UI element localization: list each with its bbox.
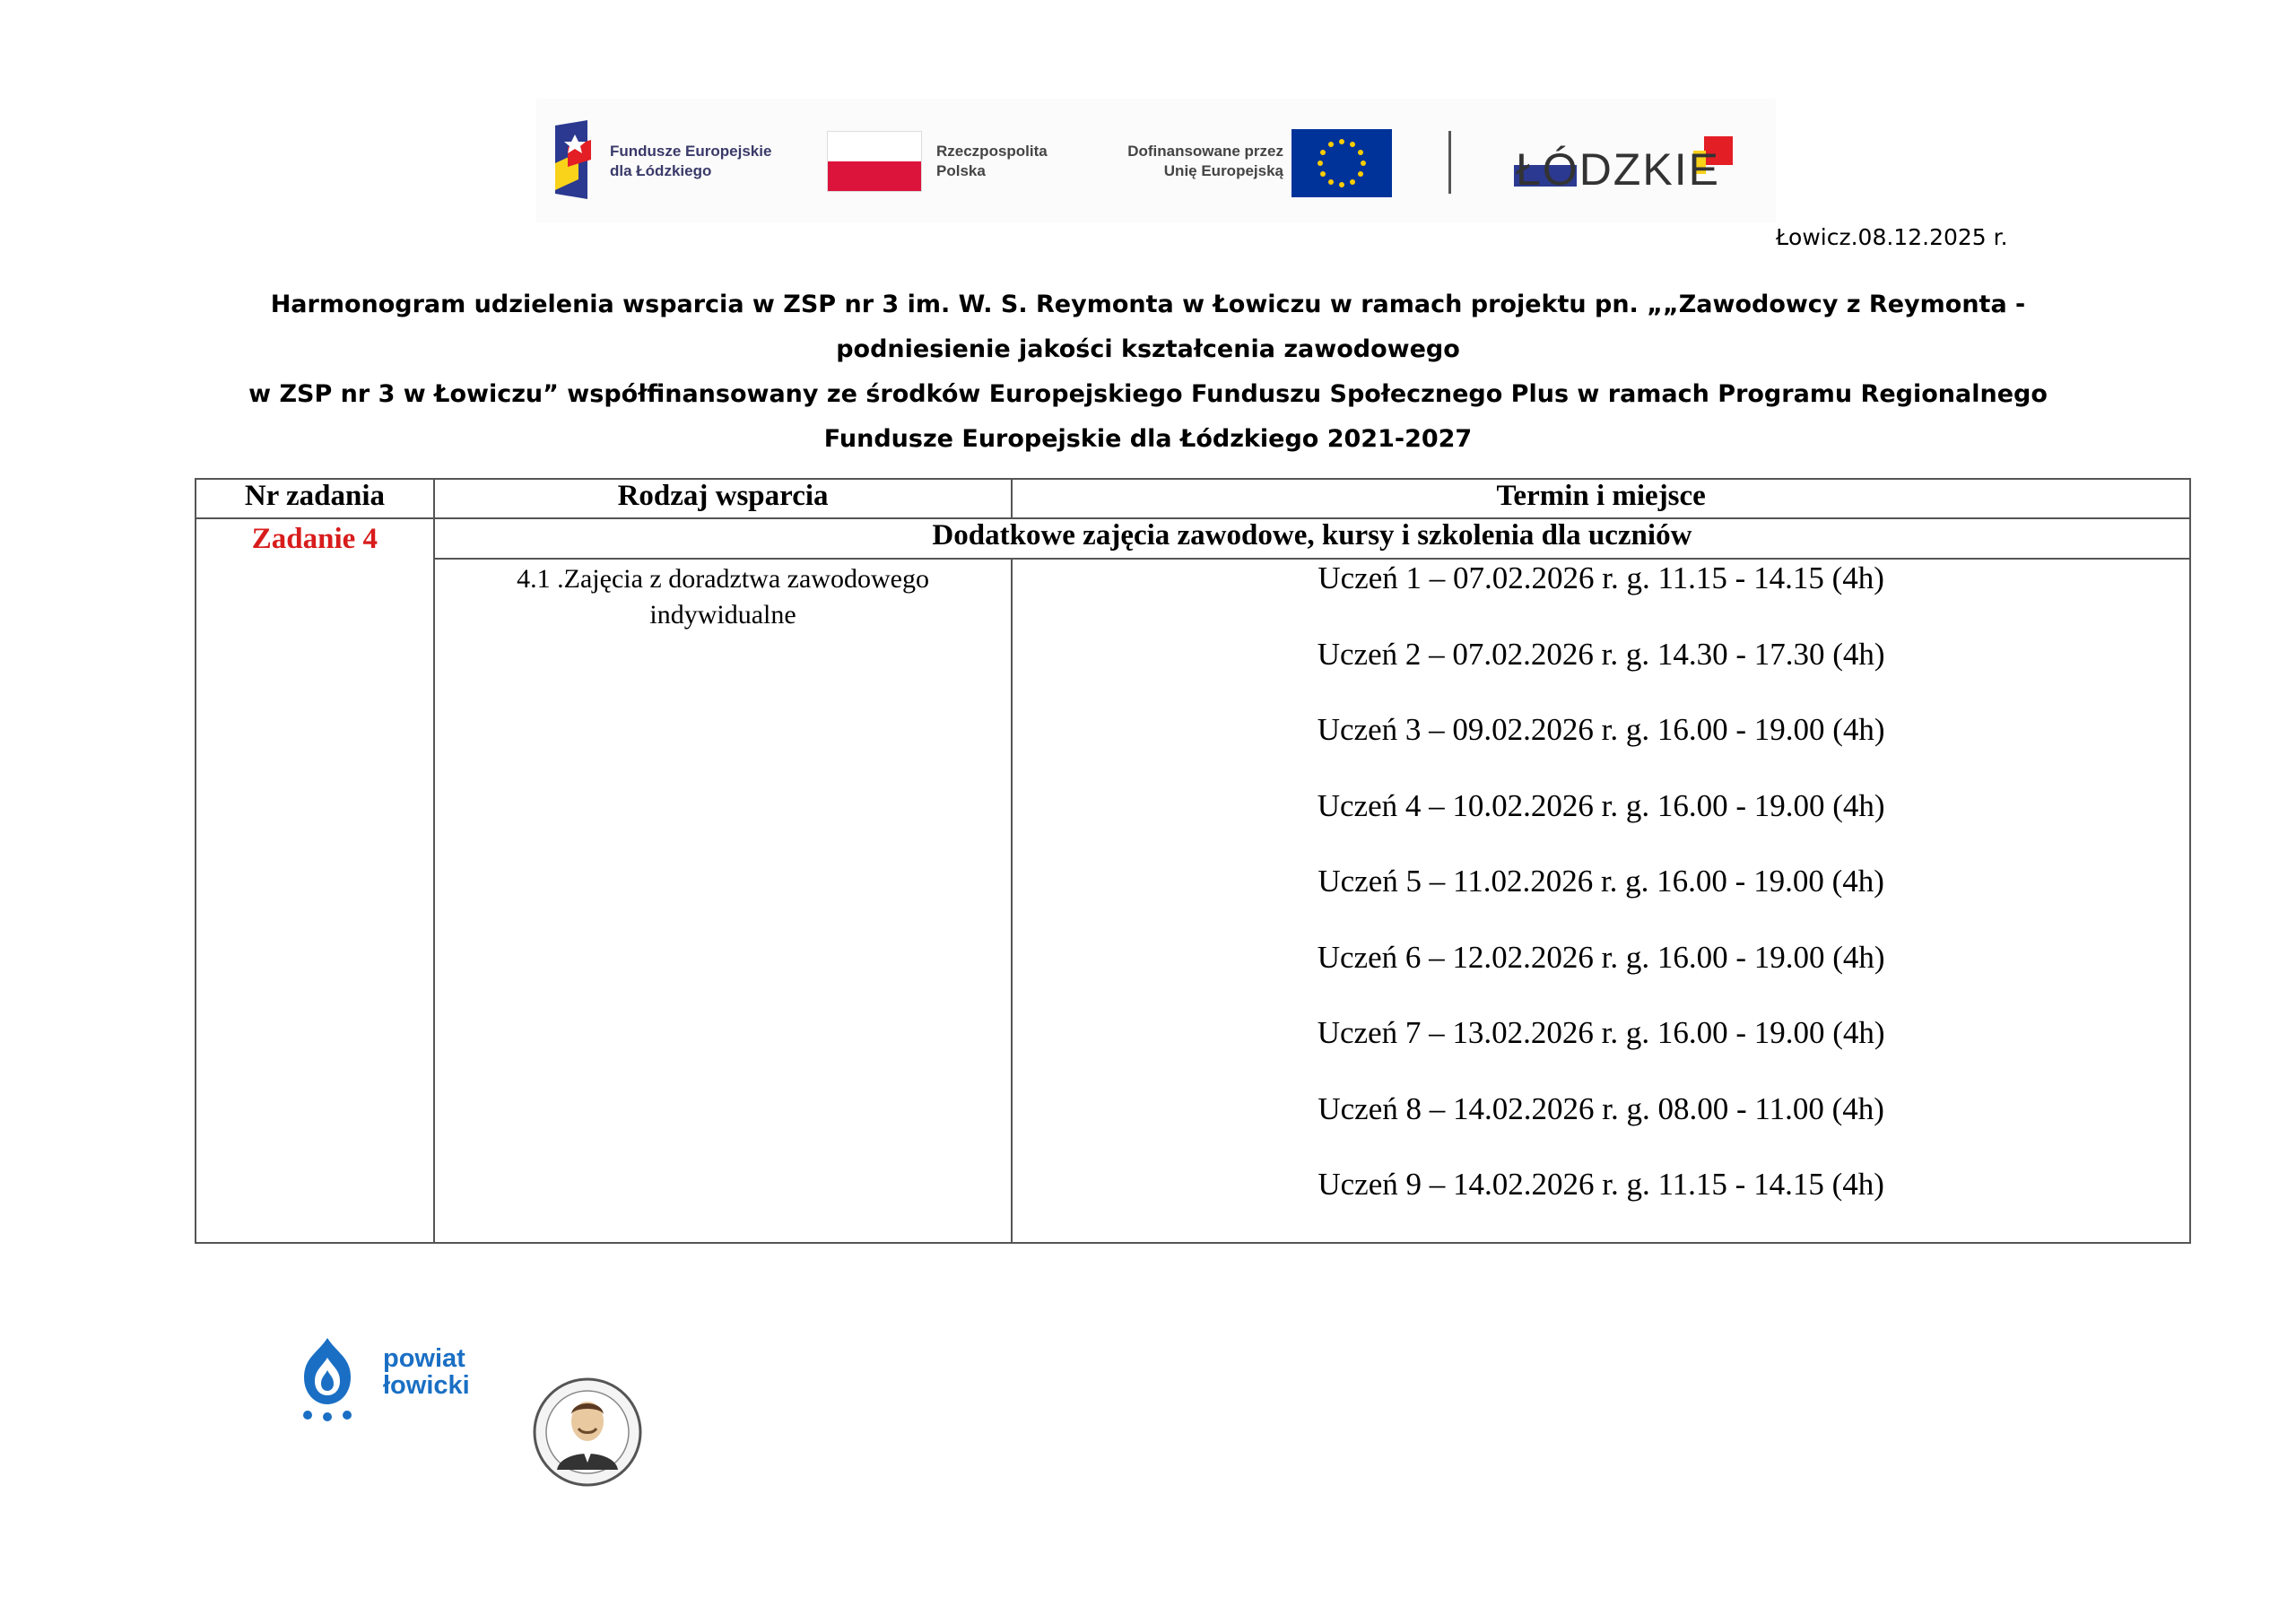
- eu-flag-icon: [1292, 129, 1392, 197]
- slot-item: Uczeń 7 – 13.02.2026 r. g. 16.00 - 19.00 (4h): [1317, 1015, 1885, 1050]
- powiat-line2: łowicki: [383, 1371, 470, 1400]
- rp-line1: Rzeczpospolita: [936, 143, 1048, 160]
- subtask-label-line2: indywidualne: [649, 600, 796, 630]
- ue-line1: Dofinansowane przez: [1127, 143, 1283, 160]
- fe-line1: Fundusze Europejskie: [610, 143, 772, 160]
- eu-cofinanced-label: [1100, 142, 1283, 181]
- ue-line2: Unię Europejską: [1163, 162, 1283, 179]
- slot-item: Uczeń 3 – 09.02.2026 r. g. 16.00 - 19.00 (4h): [1317, 712, 1885, 747]
- slot-item: Uczeń 6 – 12.02.2026 r. g. 16.00 - 19.00 (4h): [1317, 939, 1885, 975]
- slot-item: Uczeń 5 – 11.02.2026 r. g. 16.00 - 19.00 (4h): [1318, 864, 1884, 899]
- header-rodzaj-wsparcia: Rodzaj wsparcia: [434, 479, 1012, 518]
- lodzkie-logo-icon: [1507, 133, 1758, 195]
- rzeczpospolita-label: [936, 142, 1071, 181]
- powiat-flame-logo-icon: [291, 1334, 363, 1424]
- slot-item: Uczeń 9 – 14.02.2026 r. g. 11.15 - 14.15 (4h): [1318, 1167, 1884, 1202]
- schedule-table: [195, 478, 2191, 1244]
- header-termin-i-miejsce: Termin i miejsce: [1012, 479, 2190, 518]
- task-title: Dodatkowe zajęcia zawodowe, kursy i szkolenia dla uczniów: [434, 518, 2190, 559]
- fundusze-europejskie-label: [610, 142, 816, 181]
- header-nr-zadania: Nr zadania: [196, 479, 434, 518]
- heading-line-3: w ZSP nr 3 w Łowiczu” współfinansowany ze środków Europejskiego Funduszu Społecznego Plus w ramach Programu Regionalnego: [248, 380, 2048, 408]
- slot-item: Uczeń 8 – 14.02.2026 r. g. 08.00 - 11.00 (4h): [1318, 1090, 1884, 1126]
- powiat-line1: powiat: [383, 1344, 465, 1373]
- heading-line-4: Fundusze Europejskie dla Łódzkiego 2021-2027: [823, 425, 1473, 453]
- slot-item: Uczeń 2 – 07.02.2026 r. g. 14.30 - 17.30 (4h): [1317, 636, 1885, 672]
- subtask-label: [434, 559, 1012, 1243]
- fundusze-europejskie-logo-icon: [552, 117, 602, 203]
- powiat-lowicki-label: [383, 1345, 470, 1399]
- rp-line2: Polska: [936, 162, 986, 179]
- logo-divider: [1448, 131, 1451, 194]
- lodzkie-wordmark: ŁÓDZKIE: [1516, 144, 1720, 195]
- table-header-row: [196, 479, 2190, 518]
- subtask-label-line1: 4.1 .Zajęcia z doradztwa zawodowego: [517, 564, 929, 594]
- fe-line2: dla Łódzkiego: [610, 162, 712, 179]
- slot-item: Uczeń 4 – 10.02.2026 r. g. 16.00 - 19.00 (4h): [1317, 787, 1885, 823]
- task-number: [196, 518, 434, 1243]
- task-row: [196, 518, 2190, 559]
- subtask-row: [196, 559, 2190, 1243]
- document-heading: [179, 282, 2117, 462]
- document-date: Łowicz.08.12.2025 r.: [1776, 224, 2008, 250]
- task-number-text: Zadanie 4: [251, 523, 378, 555]
- polish-flag-icon: [827, 131, 922, 192]
- school-seal-portrait-icon: [532, 1376, 643, 1488]
- heading-line-2: podniesienie jakości kształcenia zawodowego: [836, 335, 1460, 363]
- heading-line-1: Harmonogram udzielenia wsparcia w ZSP nr 3 im. W. S. Reymonta w Łowiczu w ramach projektu pn. „„Zawodowcy z Reymonta -: [270, 291, 2026, 318]
- slot-list: [1012, 559, 2190, 1243]
- slot-item: Uczeń 1 – 07.02.2026 r. g. 11.15 - 14.15 (4h): [1318, 560, 1884, 595]
